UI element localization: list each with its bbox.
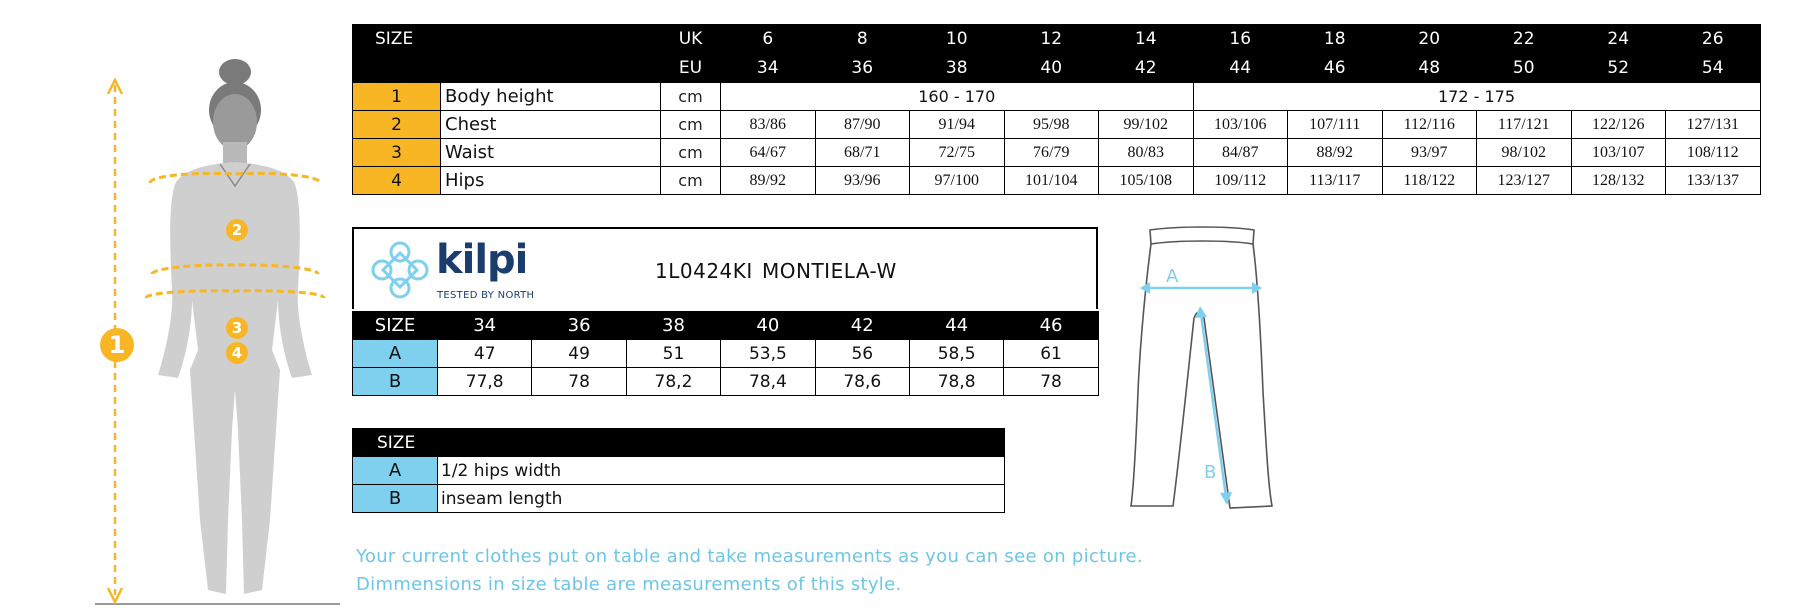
table-cell: 78 bbox=[532, 368, 626, 396]
table-cell: 108/112 bbox=[1666, 139, 1761, 167]
row-number: 4 bbox=[353, 167, 441, 195]
table-cell: 47 bbox=[438, 340, 532, 368]
eu-size: 52 bbox=[1571, 54, 1666, 83]
table-cell: 64/67 bbox=[721, 139, 816, 167]
legend-header-row bbox=[353, 429, 1005, 457]
eu-size: 36 bbox=[815, 54, 910, 83]
table-cell: 112/116 bbox=[1382, 111, 1477, 139]
garment-size: 46 bbox=[1004, 312, 1098, 340]
table-cell: 53,5 bbox=[721, 340, 815, 368]
row-label: Waist bbox=[441, 139, 661, 167]
uk-size: 20 bbox=[1382, 25, 1477, 54]
uk-size: 14 bbox=[1099, 25, 1194, 54]
table-cell: 93/97 bbox=[1382, 139, 1477, 167]
eu-size: 46 bbox=[1288, 54, 1383, 83]
row-unit: cm bbox=[661, 139, 721, 167]
eu-size: 34 bbox=[721, 54, 816, 83]
table-cell: 105/108 bbox=[1099, 167, 1194, 195]
uk-size: 18 bbox=[1288, 25, 1383, 54]
garment-size: 38 bbox=[626, 312, 720, 340]
measurement-legend-table bbox=[352, 428, 1005, 513]
table-cell: 49 bbox=[532, 340, 626, 368]
garment-measurement-table bbox=[352, 311, 1099, 396]
garment-size: 44 bbox=[909, 312, 1003, 340]
table-cell: 107/111 bbox=[1288, 111, 1383, 139]
hips-marker: 4 bbox=[226, 342, 248, 364]
table-cell: 84/87 bbox=[1193, 139, 1288, 167]
table-cell: 128/132 bbox=[1571, 167, 1666, 195]
body-height-row bbox=[353, 83, 1761, 111]
garment-row-a bbox=[353, 340, 1099, 368]
brand-name: kilpi bbox=[436, 237, 528, 283]
table-cell: 103/106 bbox=[1193, 111, 1288, 139]
row-label: Body height bbox=[441, 83, 661, 111]
table-cell: 78,8 bbox=[909, 368, 1003, 396]
table-cell: 72/75 bbox=[910, 139, 1005, 167]
table-cell: 89/92 bbox=[721, 167, 816, 195]
pants-b-label: B bbox=[1204, 462, 1217, 483]
table-cell: 133/137 bbox=[1666, 167, 1761, 195]
kilpi-knot-logo-icon bbox=[368, 238, 432, 302]
measure-letter: A bbox=[353, 457, 438, 485]
size-header: SIZE bbox=[353, 312, 438, 340]
eu-size: 42 bbox=[1099, 54, 1194, 83]
height-range: 172 - 175 bbox=[1193, 83, 1760, 111]
garment-size: 36 bbox=[532, 312, 626, 340]
table-cell: 80/83 bbox=[1099, 139, 1194, 167]
table-cell: 56 bbox=[815, 340, 909, 368]
pants-a-label: A bbox=[1166, 266, 1179, 287]
table-cell: 122/126 bbox=[1571, 111, 1666, 139]
row-label: Hips bbox=[441, 167, 661, 195]
garment-size: 40 bbox=[721, 312, 815, 340]
uk-size: 6 bbox=[721, 25, 816, 54]
eu-size: 50 bbox=[1477, 54, 1572, 83]
row-number: 2 bbox=[353, 111, 441, 139]
uk-size: 24 bbox=[1571, 25, 1666, 54]
height-marker: 1 bbox=[100, 328, 134, 362]
uk-size: 22 bbox=[1477, 25, 1572, 54]
uk-size: 26 bbox=[1666, 25, 1761, 54]
eu-size-row bbox=[353, 54, 1761, 83]
chest-marker: 2 bbox=[226, 219, 248, 241]
table-cell: 101/104 bbox=[1004, 167, 1099, 195]
row-unit: cm bbox=[661, 167, 721, 195]
table-cell: 78 bbox=[1004, 368, 1098, 396]
row-number: 3 bbox=[353, 139, 441, 167]
table-cell: 78,4 bbox=[721, 368, 815, 396]
table-cell: 91/94 bbox=[910, 111, 1005, 139]
table-cell: 87/90 bbox=[815, 111, 910, 139]
table-cell: 97/100 bbox=[910, 167, 1005, 195]
hips-row bbox=[353, 167, 1761, 195]
measure-letter: B bbox=[353, 485, 438, 513]
body-size-table bbox=[352, 24, 1761, 195]
eu-label: EU bbox=[661, 54, 721, 83]
legend-row-a bbox=[353, 457, 1005, 485]
row-number: 1 bbox=[353, 83, 441, 111]
table-cell: 76/79 bbox=[1004, 139, 1099, 167]
uk-size: 10 bbox=[910, 25, 1005, 54]
size-header: SIZE bbox=[353, 25, 441, 54]
table-cell: 58,5 bbox=[909, 340, 1003, 368]
garment-size: 34 bbox=[438, 312, 532, 340]
table-cell: 123/127 bbox=[1477, 167, 1572, 195]
table-cell: 61 bbox=[1004, 340, 1098, 368]
garment-row-b bbox=[353, 368, 1099, 396]
pants-diagram bbox=[1118, 222, 1288, 512]
row-unit: cm bbox=[661, 111, 721, 139]
uk-size-row bbox=[353, 25, 1761, 54]
row-unit: cm bbox=[661, 83, 721, 111]
table-cell: 88/92 bbox=[1288, 139, 1383, 167]
uk-size: 12 bbox=[1004, 25, 1099, 54]
measurement-disclaimer: Dimmensions in size table are measurements of this style. bbox=[356, 574, 902, 595]
table-cell: 113/117 bbox=[1288, 167, 1383, 195]
measure-description: 1/2 hips width bbox=[438, 457, 1005, 485]
table-cell: 51 bbox=[626, 340, 720, 368]
size-header: SIZE bbox=[353, 429, 1005, 457]
header-spacer bbox=[353, 54, 441, 83]
eu-size: 40 bbox=[1004, 54, 1099, 83]
header-spacer bbox=[441, 54, 661, 83]
brand-tagline: TESTED BY NORTH bbox=[437, 290, 535, 301]
legend-row-b bbox=[353, 485, 1005, 513]
table-cell: 103/107 bbox=[1571, 139, 1666, 167]
product-name: MONTIELA-W bbox=[762, 259, 897, 283]
header-spacer bbox=[441, 25, 661, 54]
waist-row bbox=[353, 139, 1761, 167]
chest-row bbox=[353, 111, 1761, 139]
uk-size: 8 bbox=[815, 25, 910, 54]
eu-size: 44 bbox=[1193, 54, 1288, 83]
table-cell: 77,8 bbox=[438, 368, 532, 396]
eu-size: 38 bbox=[910, 54, 1005, 83]
table-cell: 93/96 bbox=[815, 167, 910, 195]
table-cell: 109/112 bbox=[1193, 167, 1288, 195]
table-cell: 78,6 bbox=[815, 368, 909, 396]
measure-letter: B bbox=[353, 368, 438, 396]
product-code: 1L0424KI bbox=[655, 259, 753, 283]
table-cell: 127/131 bbox=[1666, 111, 1761, 139]
table-cell: 99/102 bbox=[1099, 111, 1194, 139]
waist-marker: 3 bbox=[226, 317, 248, 339]
table-cell: 98/102 bbox=[1477, 139, 1572, 167]
table-cell: 83/86 bbox=[721, 111, 816, 139]
table-cell: 78,2 bbox=[626, 368, 720, 396]
table-cell: 68/71 bbox=[815, 139, 910, 167]
eu-size: 48 bbox=[1382, 54, 1477, 83]
uk-label: UK bbox=[661, 25, 721, 54]
row-label: Chest bbox=[441, 111, 661, 139]
uk-size: 16 bbox=[1193, 25, 1288, 54]
measure-description: inseam length bbox=[438, 485, 1005, 513]
height-range: 160 - 170 bbox=[721, 83, 1194, 111]
measurement-instruction: Your current clothes put on table and take measurements as you can see on picture. bbox=[356, 546, 1143, 567]
table-cell: 117/121 bbox=[1477, 111, 1572, 139]
table-cell: 118/122 bbox=[1382, 167, 1477, 195]
eu-size: 54 bbox=[1666, 54, 1761, 83]
measure-letter: A bbox=[353, 340, 438, 368]
table-cell: 95/98 bbox=[1004, 111, 1099, 139]
garment-size: 42 bbox=[815, 312, 909, 340]
garment-size-row bbox=[353, 312, 1099, 340]
